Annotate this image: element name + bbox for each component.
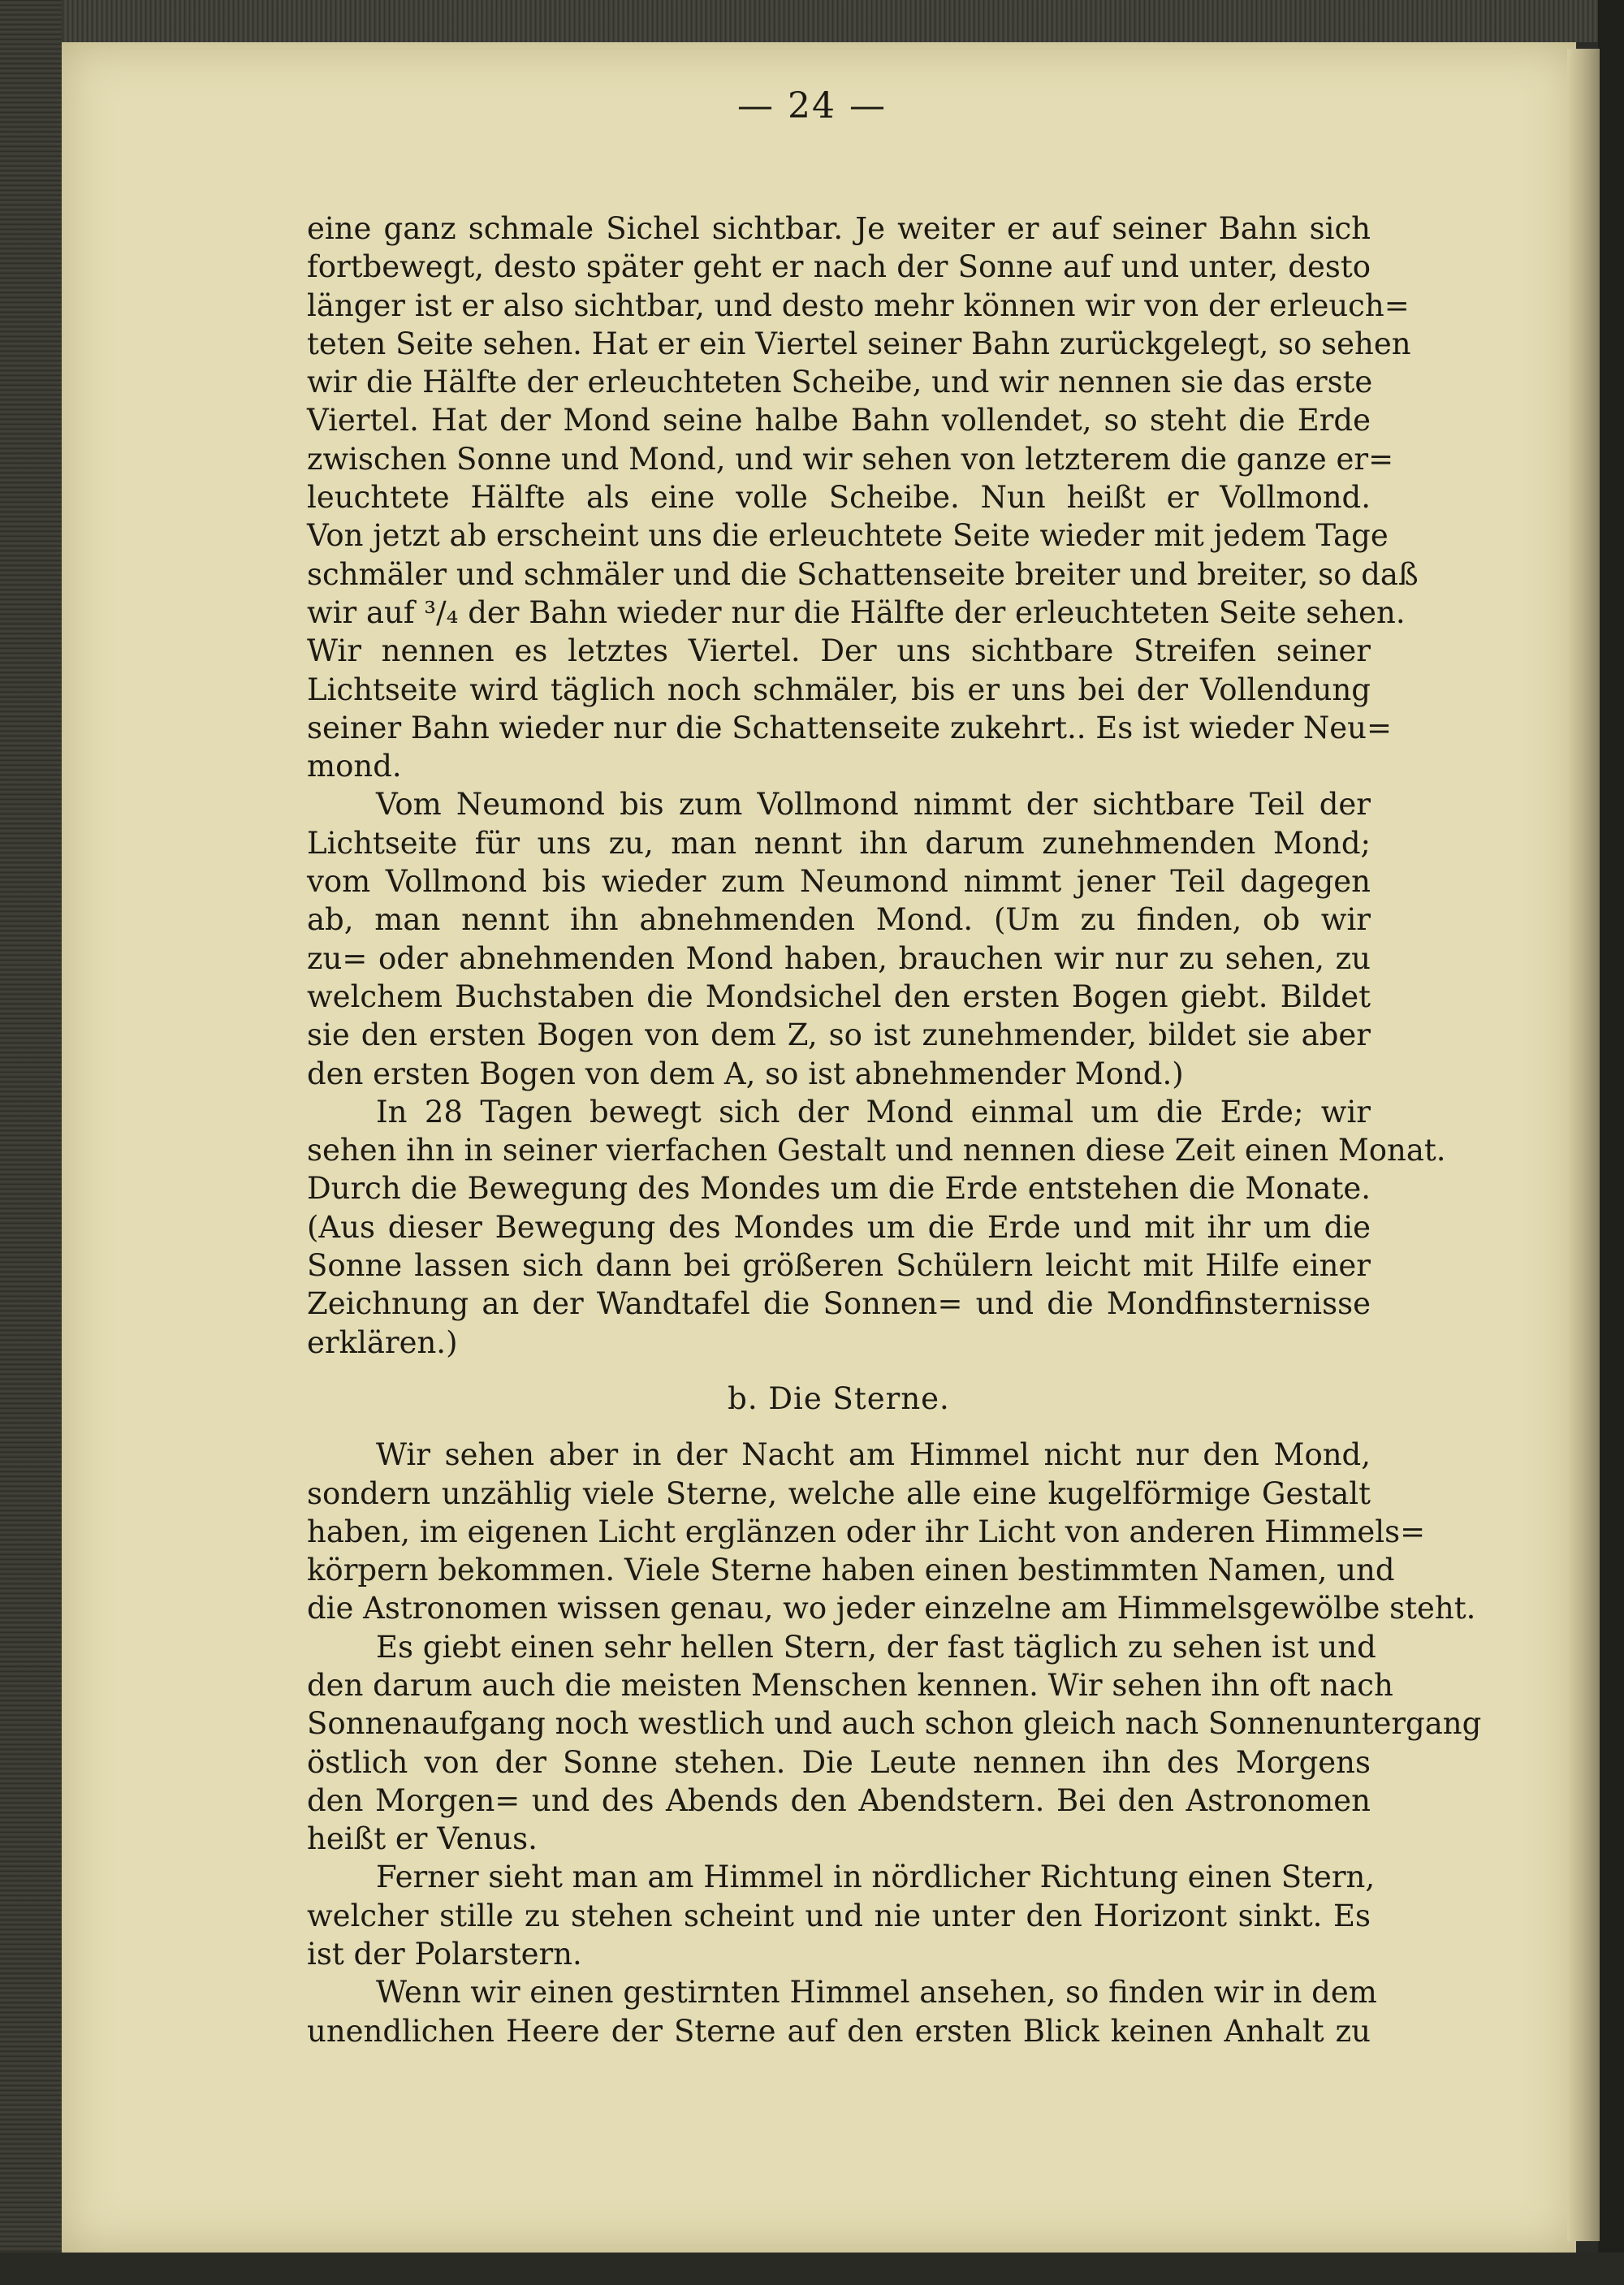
text-line: sehen ihn in seiner vierfachen Gestalt und nennen diese Zeit einen Monat. xyxy=(307,1133,1446,1168)
text-line: (Aus dieser Bewegung des Mondes um die Erde und mit ihr um die xyxy=(307,1209,1371,1245)
text-line: wir auf ³/₄ der Bahn wieder nur die Hälfte der erleuchteten Seite sehen. xyxy=(307,594,1406,630)
text-line: Wenn wir einen gestirnten Himmel ansehen, so finden wir in dem xyxy=(376,1975,1377,2011)
text-line: In 28 Tagen bewegt sich der Mond einmal um die Erde; wir xyxy=(376,1094,1371,1130)
text-line: Sonne lassen sich dann bei größeren Schülern leicht mit Hilfe einer xyxy=(307,1248,1371,1284)
text-line: die Astronomen wissen genau, wo jeder einzelne am Himmelsgewölbe steht. xyxy=(307,1591,1476,1626)
text-line: ab, man nennt ihn abnehmenden Mond. (Um zu finden, ob wir xyxy=(307,902,1371,938)
page-number: — 24 — xyxy=(737,85,887,127)
text-line: ist der Polarstern. xyxy=(307,1937,582,1972)
text-line: vom Vollmond bis wieder zum Neumond nimmt jener Teil dagegen xyxy=(307,864,1371,900)
paragraph xyxy=(307,1858,1376,1973)
text-line: erklären.) xyxy=(307,1324,458,1360)
book-cover-top xyxy=(0,0,1624,42)
text-line: Lichtseite für uns zu, man nennt ihn darum zunehmenden Mond; xyxy=(307,825,1371,861)
text-line: seiner Bahn wieder nur die Schattenseite zukehrt.. Es ist wieder Neu= xyxy=(307,710,1392,745)
book-cover-spine xyxy=(0,0,62,2285)
paragraph xyxy=(307,209,1419,785)
book-cover-bottom xyxy=(0,2253,1624,2285)
text-line: Von jetzt ab erscheint uns die erleuchtete Seite wieder mit jedem Tage xyxy=(307,518,1389,554)
text-line: länger ist er also sichtbar, und desto mehr können wir von der erleuch= xyxy=(307,287,1410,323)
text-line: wir die Hälfte der erleuchteten Scheibe, und wir nennen sie das erste xyxy=(307,365,1373,400)
text-line: leuchtete Hälfte als eine volle Scheibe. Nun heißt er Vollmond. xyxy=(307,480,1371,516)
text-line: haben, im eigenen Licht erglänzen oder ihr Licht von anderen Himmels= xyxy=(307,1514,1426,1549)
text-line: zwischen Sonne und Mond, und wir sehen von letzterem die ganze er= xyxy=(307,441,1394,477)
text-line: Viertel. Hat der Mond seine halbe Bahn vollendet, so steht die Erde xyxy=(307,403,1371,438)
text-line: Zeichnung an der Wandtafel die Sonnen= und die Mondfinsternisse xyxy=(307,1286,1371,1322)
text-line: schmäler und schmäler und die Schattenseite breiter und breiter, so daß xyxy=(307,556,1419,592)
page-edge xyxy=(1567,49,1600,2241)
spacer xyxy=(307,1362,1371,1380)
paragraph xyxy=(307,1436,1476,1627)
text-line: Wir sehen aber in der Nacht am Himmel nicht nur den Mond, xyxy=(376,1437,1371,1473)
text-line: Sonnenaufgang noch westlich und auch schon gleich nach Sonnenuntergang xyxy=(307,1706,1482,1742)
text-line: welcher stille zu stehen scheint und nie unter den Horizont sinkt. Es xyxy=(307,1898,1371,1933)
text-line: Wir nennen es letztes Viertel. Der uns sichtbare Streifen seiner xyxy=(307,633,1371,669)
paragraph xyxy=(307,1628,1482,1859)
text-line: heißt er Venus. xyxy=(307,1821,538,1857)
section-heading: b. Die Sterne. xyxy=(728,1380,950,1416)
text-line: östlich von der Sonne stehen. Die Leute nennen ihn des Morgens xyxy=(307,1744,1371,1780)
text-line: den ersten Bogen von dem A, so ist abnehmender Mond.) xyxy=(307,1056,1184,1091)
paragraph xyxy=(307,1093,1446,1362)
text-line: Vom Neumond bis zum Vollmond nimmt der sichtbare Teil der xyxy=(376,787,1371,823)
text-line: unendlichen Heere der Sterne auf den ersten Blick keinen Anhalt zu xyxy=(307,2013,1371,2049)
text-line: sondern unzählig viele Sterne, welche alle eine kugelförmige Gestalt xyxy=(307,1475,1371,1511)
text-line: eine ganz schmale Sichel sichtbar. Je weiter er auf seiner Bahn sich xyxy=(307,211,1371,246)
text-line: fortbewegt, desto später geht er nach der Sonne auf und unter, desto xyxy=(307,249,1371,285)
text-line: körpern bekommen. Viele Sterne haben einen bestimmten Namen, und xyxy=(307,1553,1395,1588)
book-cover-right xyxy=(1598,0,1624,2285)
text-line: mond. xyxy=(307,749,402,784)
text-block xyxy=(307,209,1482,2050)
text-line: Es giebt einen sehr hellen Stern, der fast täglich zu sehen ist und xyxy=(376,1629,1376,1665)
text-line: Lichtseite wird täglich noch schmäler, bis er uns bei der Vollendung xyxy=(307,672,1371,707)
text-line: teten Seite sehen. Hat er ein Viertel seiner Bahn zurückgelegt, so sehen xyxy=(307,326,1411,361)
spacer xyxy=(307,1418,1371,1436)
text-line: den darum auch die meisten Menschen kennen. Wir sehen ihn oft nach xyxy=(307,1667,1393,1703)
text-line: Ferner sieht man am Himmel in nördlicher Richtung einen Stern, xyxy=(376,1860,1376,1895)
paragraph xyxy=(307,785,1371,1092)
text-line: sie den ersten Bogen von dem Z, so ist zunehmender, bildet sie aber xyxy=(307,1017,1371,1053)
text-line: Durch die Bewegung des Mondes um die Erde entstehen die Monate. xyxy=(307,1171,1371,1207)
text-line: zu= oder abnehmenden Mond haben, brauchen wir nur zu sehen, zu xyxy=(307,940,1371,976)
text-line: den Morgen= und des Abends den Abendstern. Bei den Astronomen xyxy=(307,1782,1371,1818)
text-line: welchem Buchstaben die Mondsichel den ersten Bogen giebt. Bildet xyxy=(307,978,1371,1014)
paragraph xyxy=(307,1973,1377,2050)
